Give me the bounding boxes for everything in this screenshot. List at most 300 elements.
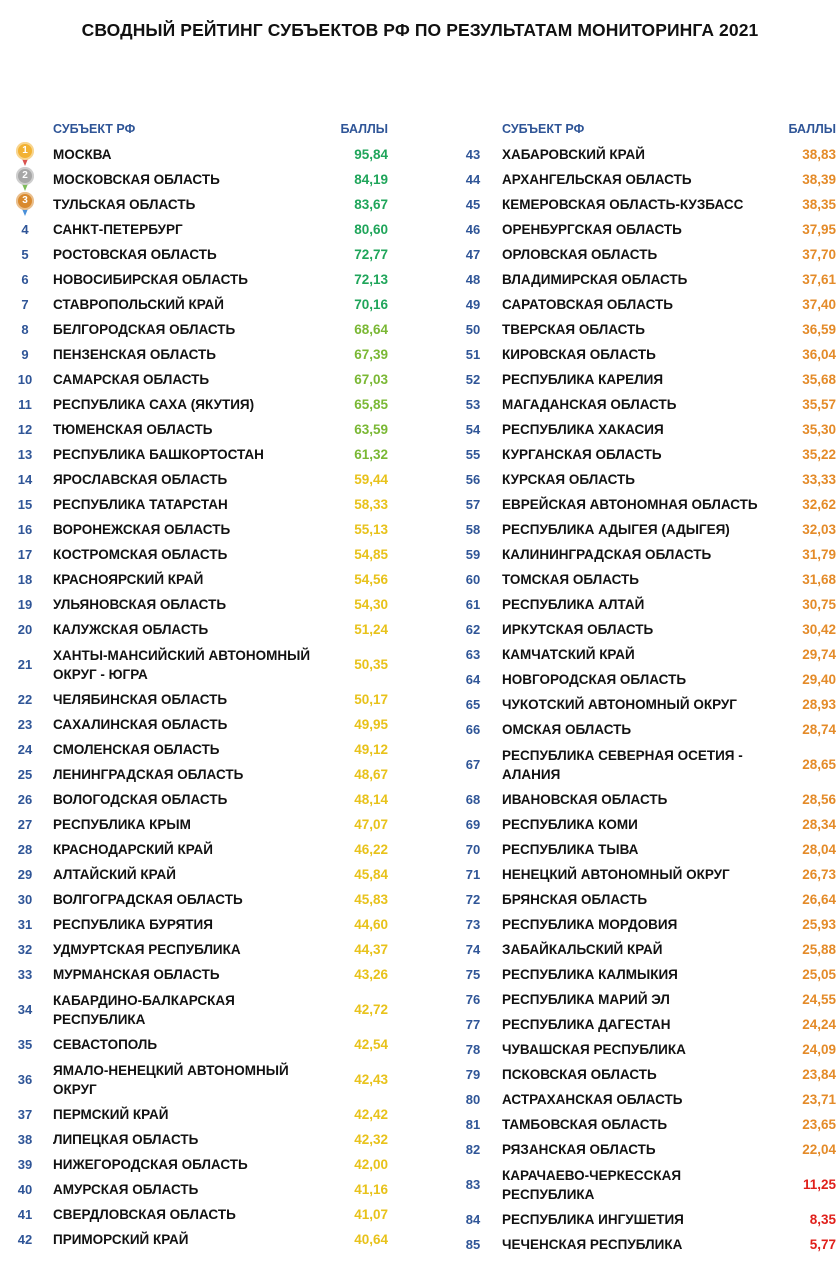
ranking-row xyxy=(8,737,398,762)
subject-name: КИРОВСКАЯ ОБЛАСТЬ xyxy=(502,347,656,362)
ranking-row xyxy=(456,642,836,667)
ranking-row xyxy=(456,592,836,617)
score-value: 51,24 xyxy=(354,622,388,637)
score-value: 43,26 xyxy=(354,967,388,982)
rank-number: 8 xyxy=(21,322,29,337)
score-value: 54,85 xyxy=(354,547,388,562)
ranking-row xyxy=(8,642,398,687)
ranking-row xyxy=(8,962,398,987)
ranking-column-right xyxy=(456,120,836,1257)
subject-name: УЛЬЯНОВСКАЯ ОБЛАСТЬ xyxy=(53,597,227,612)
ranking-row xyxy=(8,242,398,267)
ranking-row xyxy=(456,812,836,837)
subject-name: РЕСПУБЛИКА КАЛМЫКИЯ xyxy=(502,967,678,982)
subject-name: БЕЛГОРОДСКАЯ ОБЛАСТЬ xyxy=(53,322,236,337)
rank-number: 51 xyxy=(465,347,481,362)
rank-number: 3 xyxy=(16,192,34,210)
score-value: 23,65 xyxy=(802,1117,836,1132)
subject-name: РЕСПУБЛИКА КАРЕЛИЯ xyxy=(502,372,664,387)
rank-number: 72 xyxy=(465,892,481,907)
rank-number: 57 xyxy=(465,497,481,512)
ranking-row xyxy=(8,417,398,442)
score-value: 61,32 xyxy=(354,447,388,462)
subject-name: ЛЕНИНГРАДСКАЯ ОБЛАСТЬ xyxy=(53,767,244,782)
ranking-row xyxy=(456,467,836,492)
score-value: 23,84 xyxy=(802,1067,836,1082)
rank-medal xyxy=(8,192,42,217)
score-value: 40,64 xyxy=(354,1232,388,1247)
score-value: 45,84 xyxy=(354,867,388,882)
subject-name: САХАЛИНСКАЯ ОБЛАСТЬ xyxy=(53,717,228,732)
header-subject: СУБЪЕКТ РФ xyxy=(53,122,136,136)
ranking-row xyxy=(456,1232,836,1257)
rank-number: 76 xyxy=(465,992,481,1007)
rank-number: 53 xyxy=(465,397,481,412)
score-value: 41,16 xyxy=(354,1182,388,1197)
subject-name: ЧЕЧЕНСКАЯ РЕСПУБЛИКА xyxy=(502,1237,683,1252)
ranking-row xyxy=(456,937,836,962)
rank-number: 42 xyxy=(17,1232,33,1247)
ranking-row xyxy=(456,342,836,367)
score-value: 28,65 xyxy=(802,757,836,772)
ranking-row xyxy=(8,217,398,242)
score-value: 67,39 xyxy=(354,347,388,362)
score-value: 42,00 xyxy=(354,1157,388,1172)
subject-name: СВЕРДЛОВСКАЯ ОБЛАСТЬ xyxy=(53,1207,236,1222)
subject-name: МУРМАНСКАЯ ОБЛАСТЬ xyxy=(53,967,220,982)
score-value: 38,35 xyxy=(802,197,836,212)
ranking-row xyxy=(8,787,398,812)
rank-number: 47 xyxy=(465,247,481,262)
rank-number: 33 xyxy=(17,967,33,982)
ranking-row xyxy=(8,887,398,912)
score-value: 42,54 xyxy=(354,1037,388,1052)
ranking-row xyxy=(8,1202,398,1227)
rank-number: 39 xyxy=(17,1157,33,1172)
score-value: 24,24 xyxy=(802,1017,836,1032)
ranking-row xyxy=(8,712,398,737)
rank-medal xyxy=(8,167,42,192)
score-value: 54,30 xyxy=(354,597,388,612)
rank-number: 69 xyxy=(465,817,481,832)
score-value: 72,77 xyxy=(354,247,388,262)
score-value: 35,30 xyxy=(802,422,836,437)
score-value: 31,68 xyxy=(802,572,836,587)
rank-number: 82 xyxy=(465,1142,481,1157)
subject-name: РЕСПУБЛИКА АДЫГЕЯ (АДЫГЕЯ) xyxy=(502,522,730,537)
rank-number: 71 xyxy=(465,867,481,882)
subject-name: НИЖЕГОРОДСКАЯ ОБЛАСТЬ xyxy=(53,1157,248,1172)
subject-name: КУРГАНСКАЯ ОБЛАСТЬ xyxy=(502,447,662,462)
score-value: 72,13 xyxy=(354,272,388,287)
rank-number: 36 xyxy=(17,1072,33,1087)
rank-number: 60 xyxy=(465,572,481,587)
bronze-medal-icon xyxy=(15,192,35,218)
ranking-row xyxy=(8,192,398,217)
rank-number: 59 xyxy=(465,547,481,562)
rank-number: 46 xyxy=(465,222,481,237)
rank-number: 2 xyxy=(16,167,34,185)
score-value: 38,39 xyxy=(802,172,836,187)
ranking-row xyxy=(8,517,398,542)
rank-number: 29 xyxy=(17,867,33,882)
rank-number: 12 xyxy=(17,422,33,437)
rank-number: 22 xyxy=(17,692,33,707)
ranking-row xyxy=(8,167,398,192)
subject-name: ОРЕНБУРГСКАЯ ОБЛАСТЬ xyxy=(502,222,682,237)
ranking-row xyxy=(8,392,398,417)
ranking-row xyxy=(8,442,398,467)
score-value: 55,13 xyxy=(354,522,388,537)
ranking-row xyxy=(456,442,836,467)
rank-number: 27 xyxy=(17,817,33,832)
subject-name: САРАТОВСКАЯ ОБЛАСТЬ xyxy=(502,297,674,312)
rank-number: 52 xyxy=(465,372,481,387)
score-value: 37,61 xyxy=(802,272,836,287)
ranking-row xyxy=(456,392,836,417)
rank-number: 31 xyxy=(17,917,33,932)
ranking-row xyxy=(456,1012,836,1037)
ranking-row xyxy=(8,592,398,617)
subject-name: АРХАНГЕЛЬСКАЯ ОБЛАСТЬ xyxy=(502,172,692,187)
subject-name: ЯМАЛО-НЕНЕЦКИЙ АВТОНОМНЫЙ ОКРУГ xyxy=(53,1062,289,1097)
score-value: 24,55 xyxy=(802,992,836,1007)
rank-number: 18 xyxy=(17,572,33,587)
ranking-row xyxy=(456,1062,836,1087)
ranking-row xyxy=(456,912,836,937)
ranking-row xyxy=(456,1112,836,1137)
rank-number: 74 xyxy=(465,942,481,957)
rank-number: 44 xyxy=(465,172,481,187)
ranking-row xyxy=(456,962,836,987)
score-value: 58,33 xyxy=(354,497,388,512)
rank-number: 37 xyxy=(17,1107,33,1122)
score-value: 26,73 xyxy=(802,867,836,882)
ranking-row xyxy=(8,1177,398,1202)
rank-number: 19 xyxy=(17,597,33,612)
score-value: 95,84 xyxy=(354,147,388,162)
subject-name: КАЛУЖСКАЯ ОБЛАСТЬ xyxy=(53,622,209,637)
score-value: 42,43 xyxy=(354,1072,388,1087)
rank-number: 62 xyxy=(465,622,481,637)
subject-name: ВОРОНЕЖСКАЯ ОБЛАСТЬ xyxy=(53,522,231,537)
column-header xyxy=(8,120,398,142)
subject-name: ВОЛГОГРАДСКАЯ ОБЛАСТЬ xyxy=(53,892,243,907)
score-value: 59,44 xyxy=(354,472,388,487)
rank-number: 56 xyxy=(465,472,481,487)
ranking-row xyxy=(456,742,836,787)
ranking-row xyxy=(456,167,836,192)
rank-number: 73 xyxy=(465,917,481,932)
score-value: 29,40 xyxy=(802,672,836,687)
subject-name: ТАМБОВСКАЯ ОБЛАСТЬ xyxy=(502,1117,668,1132)
ranking-row xyxy=(456,317,836,342)
subject-name: АМУРСКАЯ ОБЛАСТЬ xyxy=(53,1182,199,1197)
ranking-row xyxy=(8,617,398,642)
score-value: 68,64 xyxy=(354,322,388,337)
rank-number: 16 xyxy=(17,522,33,537)
score-value: 33,33 xyxy=(802,472,836,487)
ranking-row xyxy=(8,267,398,292)
subject-name: КАЛИНИНГРАДСКАЯ ОБЛАСТЬ xyxy=(502,547,712,562)
rank-number: 43 xyxy=(465,147,481,162)
ranking-row xyxy=(456,987,836,1012)
rank-number: 20 xyxy=(17,622,33,637)
score-value: 65,85 xyxy=(354,397,388,412)
ranking-row xyxy=(8,342,398,367)
subject-name: РЕСПУБЛИКА ТАТАРСТАН xyxy=(53,497,228,512)
subject-name: ИРКУТСКАЯ ОБЛАСТЬ xyxy=(502,622,654,637)
rank-medal xyxy=(8,142,42,167)
rank-number: 83 xyxy=(465,1177,481,1192)
score-value: 42,32 xyxy=(354,1132,388,1147)
ranking-row xyxy=(456,492,836,517)
subject-name: ВОЛОГОДСКАЯ ОБЛАСТЬ xyxy=(53,792,228,807)
score-value: 49,95 xyxy=(354,717,388,732)
rank-number: 50 xyxy=(465,322,481,337)
score-value: 23,71 xyxy=(802,1092,836,1107)
subject-name: РЕСПУБЛИКА СЕВЕРНАЯ ОСЕТИЯ - АЛАНИЯ xyxy=(502,747,743,782)
rank-number: 61 xyxy=(465,597,481,612)
rank-number: 17 xyxy=(17,547,33,562)
score-value: 35,22 xyxy=(802,447,836,462)
ranking-row xyxy=(8,1032,398,1057)
ranking-row xyxy=(8,912,398,937)
subject-name: КУРСКАЯ ОБЛАСТЬ xyxy=(502,472,635,487)
subject-name: ХАНТЫ-МАНСИЙСКИЙ АВТОНОМНЫЙ ОКРУГ - ЮГРА xyxy=(53,647,311,682)
score-value: 35,57 xyxy=(802,397,836,412)
score-value: 38,83 xyxy=(802,147,836,162)
gold-medal-icon xyxy=(15,142,35,168)
subject-name: РЕСПУБЛИКА БАШКОРТОСТАН xyxy=(53,447,264,462)
score-value: 44,60 xyxy=(354,917,388,932)
subject-name: ПЕНЗЕНСКАЯ ОБЛАСТЬ xyxy=(53,347,216,362)
score-value: 37,70 xyxy=(802,247,836,262)
ranking-row xyxy=(456,1207,836,1232)
subject-name: КРАСНОДАРСКИЙ КРАЙ xyxy=(53,842,213,857)
subject-name: АЛТАЙСКИЙ КРАЙ xyxy=(53,867,176,882)
rank-number: 49 xyxy=(465,297,481,312)
rank-number: 4 xyxy=(21,222,29,237)
score-value: 47,07 xyxy=(354,817,388,832)
ranking-row xyxy=(456,667,836,692)
subject-name: КАРАЧАЕВО-ЧЕРКЕССКАЯ РЕСПУБЛИКА xyxy=(502,1167,682,1202)
subject-name: СМОЛЕНСКАЯ ОБЛАСТЬ xyxy=(53,742,220,757)
score-value: 44,37 xyxy=(354,942,388,957)
subject-name: РЕСПУБЛИКА МАРИЙ ЭЛ xyxy=(502,992,670,1007)
rank-number: 66 xyxy=(465,722,481,737)
subject-name: ПЕРМСКИЙ КРАЙ xyxy=(53,1107,169,1122)
ranking-row xyxy=(8,1152,398,1177)
score-value: 50,35 xyxy=(354,657,388,672)
ranking-list-right xyxy=(456,142,836,1257)
ranking-row xyxy=(8,837,398,862)
subject-name: ТОМСКАЯ ОБЛАСТЬ xyxy=(502,572,639,587)
score-value: 24,09 xyxy=(802,1042,836,1057)
ranking-row xyxy=(456,192,836,217)
rank-number: 41 xyxy=(17,1207,33,1222)
subject-name: ЧУКОТСКИЙ АВТОНОМНЫЙ ОКРУГ xyxy=(502,697,737,712)
score-value: 28,04 xyxy=(802,842,836,857)
score-value: 41,07 xyxy=(354,1207,388,1222)
score-value: 63,59 xyxy=(354,422,388,437)
score-value: 70,16 xyxy=(354,297,388,312)
score-value: 50,17 xyxy=(354,692,388,707)
rank-number: 35 xyxy=(17,1037,33,1052)
ranking-list-left xyxy=(8,142,398,1252)
rank-number: 28 xyxy=(17,842,33,857)
score-value: 54,56 xyxy=(354,572,388,587)
score-value: 80,60 xyxy=(354,222,388,237)
score-value: 36,04 xyxy=(802,347,836,362)
subject-name: КОСТРОМСКАЯ ОБЛАСТЬ xyxy=(53,547,228,562)
subject-name: ОМСКАЯ ОБЛАСТЬ xyxy=(502,722,632,737)
subject-name: ЧУВАШСКАЯ РЕСПУБЛИКА xyxy=(502,1042,686,1057)
subject-name: ЧЕЛЯБИНСКАЯ ОБЛАСТЬ xyxy=(53,692,228,707)
rank-number: 65 xyxy=(465,697,481,712)
ranking-row xyxy=(456,292,836,317)
ranking-row xyxy=(8,542,398,567)
ranking-row xyxy=(456,1037,836,1062)
subject-name: ТВЕРСКАЯ ОБЛАСТЬ xyxy=(502,322,645,337)
subject-name: РЕСПУБЛИКА САХА (ЯКУТИЯ) xyxy=(53,397,255,412)
ranking-row xyxy=(456,887,836,912)
rank-number: 75 xyxy=(465,967,481,982)
rank-number: 24 xyxy=(17,742,33,757)
rank-number: 11 xyxy=(18,397,32,412)
score-value: 32,62 xyxy=(802,497,836,512)
rank-number: 13 xyxy=(17,447,33,462)
subject-name: МАГАДАНСКАЯ ОБЛАСТЬ xyxy=(502,397,677,412)
subject-name: РЕСПУБЛИКА БУРЯТИЯ xyxy=(53,917,213,932)
rank-number: 70 xyxy=(465,842,481,857)
subject-name: РЕСПУБЛИКА КРЫМ xyxy=(53,817,191,832)
rank-number: 30 xyxy=(17,892,33,907)
subject-name: НОВОСИБИРСКАЯ ОБЛАСТЬ xyxy=(53,272,248,287)
subject-name: РЕСПУБЛИКА ДАГЕСТАН xyxy=(502,1017,671,1032)
ranking-row xyxy=(8,937,398,962)
subject-name: ЛИПЕЦКАЯ ОБЛАСТЬ xyxy=(53,1132,199,1147)
ranking-row xyxy=(456,1137,836,1162)
ranking-column-left xyxy=(8,120,398,1252)
ranking-row xyxy=(456,142,836,167)
ranking-row xyxy=(456,717,836,742)
subject-name: ОРЛОВСКАЯ ОБЛАСТЬ xyxy=(502,247,658,262)
ranking-row xyxy=(456,517,836,542)
score-value: 67,03 xyxy=(354,372,388,387)
score-value: 42,72 xyxy=(354,1002,388,1017)
subject-name: КАМЧАТСКИЙ КРАЙ xyxy=(502,647,635,662)
ranking-row xyxy=(456,617,836,642)
ranking-row xyxy=(456,862,836,887)
score-value: 25,05 xyxy=(802,967,836,982)
subject-name: КРАСНОЯРСКИЙ КРАЙ xyxy=(53,572,204,587)
rank-number: 10 xyxy=(17,372,33,387)
rank-number: 21 xyxy=(17,657,33,672)
score-value: 45,83 xyxy=(354,892,388,907)
rank-number: 15 xyxy=(17,497,33,512)
subject-name: КАБАРДИНО-БАЛКАРСКАЯ РЕСПУБЛИКА xyxy=(53,992,235,1027)
ranking-row xyxy=(8,467,398,492)
ranking-row xyxy=(456,242,836,267)
subject-name: МОСКВА xyxy=(53,147,112,162)
subject-name: НЕНЕЦКИЙ АВТОНОМНЫЙ ОКРУГ xyxy=(502,867,730,882)
rank-number: 48 xyxy=(465,272,481,287)
ranking-row xyxy=(456,692,836,717)
subject-name: ТЮМЕНСКАЯ ОБЛАСТЬ xyxy=(53,422,213,437)
subject-name: СЕВАСТОПОЛЬ xyxy=(53,1037,158,1052)
rank-number: 84 xyxy=(465,1212,481,1227)
subject-name: ЕВРЕЙСКАЯ АВТОНОМНАЯ ОБЛАСТЬ xyxy=(502,497,758,512)
rank-number: 79 xyxy=(465,1067,481,1082)
ranking-row xyxy=(8,762,398,787)
rank-number: 68 xyxy=(465,792,481,807)
subject-name: ХАБАРОВСКИЙ КРАЙ xyxy=(502,147,645,162)
ranking-row xyxy=(8,317,398,342)
rank-number: 7 xyxy=(21,297,29,312)
subject-name: РЕСПУБЛИКА ТЫВА xyxy=(502,842,639,857)
subject-name: ЯРОСЛАВСКАЯ ОБЛАСТЬ xyxy=(53,472,228,487)
score-value: 48,14 xyxy=(354,792,388,807)
subject-name: СТАВРОПОЛЬСКИЙ КРАЙ xyxy=(53,297,224,312)
ranking-row xyxy=(8,1127,398,1152)
rank-number: 25 xyxy=(17,767,33,782)
ranking-row xyxy=(8,142,398,167)
score-value: 30,75 xyxy=(802,597,836,612)
score-value: 84,19 xyxy=(354,172,388,187)
subject-name: ПСКОВСКАЯ ОБЛАСТЬ xyxy=(502,1067,657,1082)
ranking-row xyxy=(456,417,836,442)
rank-number: 14 xyxy=(17,472,33,487)
ranking-row xyxy=(456,367,836,392)
ranking-row xyxy=(8,292,398,317)
rank-number: 55 xyxy=(465,447,481,462)
score-value: 28,34 xyxy=(802,817,836,832)
score-value: 11,25 xyxy=(802,1177,836,1192)
score-value: 35,68 xyxy=(802,372,836,387)
score-value: 5,77 xyxy=(809,1237,836,1252)
subject-name: РЯЗАНСКАЯ ОБЛАСТЬ xyxy=(502,1142,656,1157)
rank-number: 32 xyxy=(17,942,33,957)
score-value: 46,22 xyxy=(354,842,388,857)
ranking-row xyxy=(8,1102,398,1127)
ranking-row xyxy=(8,987,398,1032)
subject-name: АСТРАХАНСКАЯ ОБЛАСТЬ xyxy=(502,1092,683,1107)
score-value: 36,59 xyxy=(802,322,836,337)
subject-name: РОСТОВСКАЯ ОБЛАСТЬ xyxy=(53,247,217,262)
ranking-row xyxy=(456,567,836,592)
subject-name: ТУЛЬСКАЯ ОБЛАСТЬ xyxy=(53,197,196,212)
subject-name: БРЯНСКАЯ ОБЛАСТЬ xyxy=(502,892,648,907)
header-subject: СУБЪЕКТ РФ xyxy=(502,122,585,136)
score-value: 42,42 xyxy=(354,1107,388,1122)
subject-name: САНКТ-ПЕТЕРБУРГ xyxy=(53,222,183,237)
ranking-row xyxy=(8,1227,398,1252)
rank-number: 23 xyxy=(17,717,33,732)
ranking-row xyxy=(456,787,836,812)
ranking-row xyxy=(8,1057,398,1102)
rank-number: 85 xyxy=(465,1237,481,1252)
rank-number: 40 xyxy=(17,1182,33,1197)
score-value: 31,79 xyxy=(802,547,836,562)
subject-name: ВЛАДИМИРСКАЯ ОБЛАСТЬ xyxy=(502,272,688,287)
rank-number: 1 xyxy=(16,142,34,160)
ranking-row xyxy=(8,367,398,392)
subject-name: РЕСПУБЛИКА ИНГУШЕТИЯ xyxy=(502,1212,684,1227)
ranking-row xyxy=(456,217,836,242)
score-value: 8,35 xyxy=(809,1212,836,1227)
subject-name: САМАРСКАЯ ОБЛАСТЬ xyxy=(53,372,210,387)
